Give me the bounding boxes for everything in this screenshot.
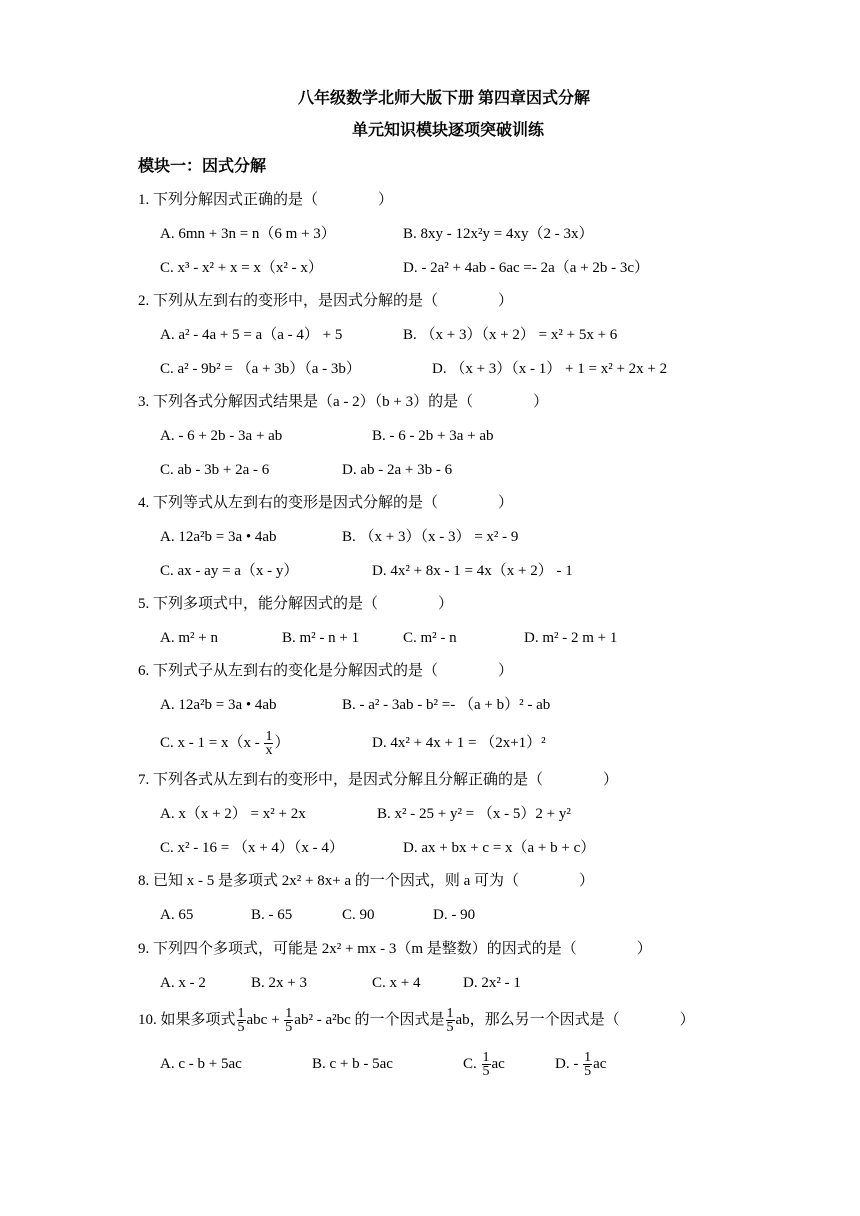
fraction-denominator: 5 (584, 1064, 592, 1080)
question-10-option-c (463, 1049, 505, 1079)
question-6-option-a: A. 12a²b = 3a • 4ab (160, 697, 277, 713)
fraction-denominator: 5 (446, 1020, 454, 1036)
question-3: 3. 下列各式分解因式结果是（a - 2）（b + 3）的是（ ） (138, 394, 549, 410)
fraction-numerator: 1 (237, 1006, 245, 1022)
question-text: ab，那么另一个因式是（ ） (455, 1012, 695, 1028)
question-1-option-c: C. x³ - x² + x = x（x² - x） (160, 260, 323, 276)
question-5-option-b: B. m² - n + 1 (282, 630, 360, 646)
question-9-option-c: C. x + 4 (372, 975, 421, 991)
option-text: C. (463, 1056, 481, 1072)
option-text: C. x - 1 = x（x - (160, 735, 264, 751)
option-text: ac (491, 1056, 505, 1072)
question-3-option-d: D. ab - 2a + 3b - 6 (342, 462, 453, 478)
question-1-option-b: B. 8xy - 12x²y = 4xy（2 - 3x） (403, 226, 594, 242)
question-7-option-a: A. x（x + 2） = x² + 2x (160, 806, 306, 822)
fraction-denominator: 5 (237, 1020, 245, 1036)
section-heading: 模块一：因式分解 (138, 158, 267, 175)
question-3-option-a: A. - 6 + 2b - 3a + ab (160, 428, 283, 444)
question-5: 5. 下列多项式中，能分解因式的是（ ） (138, 596, 454, 612)
question-6-option-c (160, 728, 289, 758)
question-8-option-c: C. 90 (342, 907, 375, 923)
question-4: 4. 下列等式从左到右的变形是因式分解的是（ ） (138, 495, 514, 511)
question-2: 2. 下列从左到右的变形中，是因式分解的是（ ） (138, 293, 514, 309)
option-text: ） (274, 735, 290, 751)
question-1-option-a: A. 6mn + 3n = n（6 m + 3） (160, 226, 336, 242)
question-10-option-a: A. c - b + 5ac (160, 1056, 242, 1072)
question-3-option-b: B. - 6 - 2b + 3a + ab (372, 428, 494, 444)
fraction (583, 1051, 592, 1078)
question-2-option-a: A. a² - 4a + 5 = a（a - 4） + 5 (160, 327, 343, 343)
question-3-option-c: C. ab - 3b + 2a - 6 (160, 462, 270, 478)
question-5-option-c: C. m² - n (403, 630, 457, 646)
document-title: 八年级数学北师大版下册 第四章因式分解 (298, 90, 591, 107)
question-5-option-a: A. m² + n (160, 630, 218, 646)
question-8: 8. 已知 x - 5 是多项式 2x² + 8x+ a 的一个因式，则 a 可为（ ） (138, 873, 594, 889)
document-subtitle: 单元知识模块逐项突破训练 (352, 122, 545, 139)
question-7: 7. 下列各式从左到右的变形中，是因式分解且分解正确的是（ ） (138, 772, 619, 788)
question-text: abc + (246, 1012, 284, 1028)
question-7-option-d: D. ax + bx + c = x（a + b + c） (403, 840, 596, 856)
fraction (264, 730, 273, 757)
question-text: ab² - a²bc 的一个因式是 (294, 1012, 445, 1028)
question-10 (138, 1005, 695, 1035)
question-2-option-b: B. （x + 3）（x + 2） = x² + 5x + 6 (403, 327, 618, 343)
fraction (284, 1007, 293, 1034)
fraction-numerator: 1 (265, 729, 273, 745)
question-4-option-b: B. （x + 3）（x - 3） = x² - 9 (342, 529, 519, 545)
question-8-option-d: D. - 90 (433, 907, 476, 923)
question-9: 9. 下列四个多项式，可能是 2x² + mx - 3（m 是整数）的因式的是（ ） (138, 941, 652, 957)
question-8-option-b: B. - 65 (251, 907, 293, 923)
question-7-option-c: C. x² - 16 = （x + 4）（x - 4） (160, 840, 344, 856)
fraction-numerator: 1 (584, 1050, 592, 1066)
question-7-option-b: B. x² - 25 + y² = （x - 5）2 + y² (377, 806, 571, 822)
question-9-option-d: D. 2x² - 1 (463, 975, 521, 991)
question-4-option-d: D. 4x² + 8x - 1 = 4x（x + 2） - 1 (372, 563, 573, 579)
question-9-option-a: A. x - 2 (160, 975, 206, 991)
question-10-option-b: B. c + b - 5ac (312, 1056, 393, 1072)
question-text: 10. 如果多项式 (138, 1012, 236, 1028)
option-text: D. - (555, 1056, 583, 1072)
question-6-option-b: B. - a² - 3ab - b² =- （a + b）² - ab (342, 697, 551, 713)
question-1-option-d: D. - 2a² + 4ab - 6ac =- 2a（a + 2b - 3c） (403, 260, 650, 276)
question-2-option-d: D. （x + 3）（x - 1） + 1 = x² + 2x + 2 (432, 361, 668, 377)
fraction-numerator: 1 (285, 1006, 293, 1022)
question-4-option-c: C. ax - ay = a（x - y） (160, 563, 299, 579)
question-2-option-c: C. a² - 9b² = （a + 3b）（a - 3b） (160, 361, 361, 377)
option-text: ac (593, 1056, 607, 1072)
fraction (446, 1007, 455, 1034)
fraction-denominator: x (265, 743, 273, 759)
fraction-denominator: 5 (285, 1020, 293, 1036)
fraction (237, 1007, 246, 1034)
fraction-numerator: 1 (446, 1006, 454, 1022)
question-10-option-d (555, 1049, 606, 1079)
question-4-option-a: A. 12a²b = 3a • 4ab (160, 529, 277, 545)
question-6: 6. 下列式子从左到右的变化是分解因式的是（ ） (138, 663, 514, 679)
question-5-option-d: D. m² - 2 m + 1 (524, 630, 618, 646)
question-1: 1. 下列分解因式正确的是（ ） (138, 192, 394, 208)
fraction-numerator: 1 (482, 1050, 490, 1066)
fraction-denominator: 5 (482, 1064, 490, 1080)
question-8-option-a: A. 65 (160, 907, 194, 923)
question-9-option-b: B. 2x + 3 (251, 975, 307, 991)
fraction (482, 1051, 491, 1078)
question-6-option-d: D. 4x² + 4x + 1 = （2x+1）² (372, 735, 546, 751)
